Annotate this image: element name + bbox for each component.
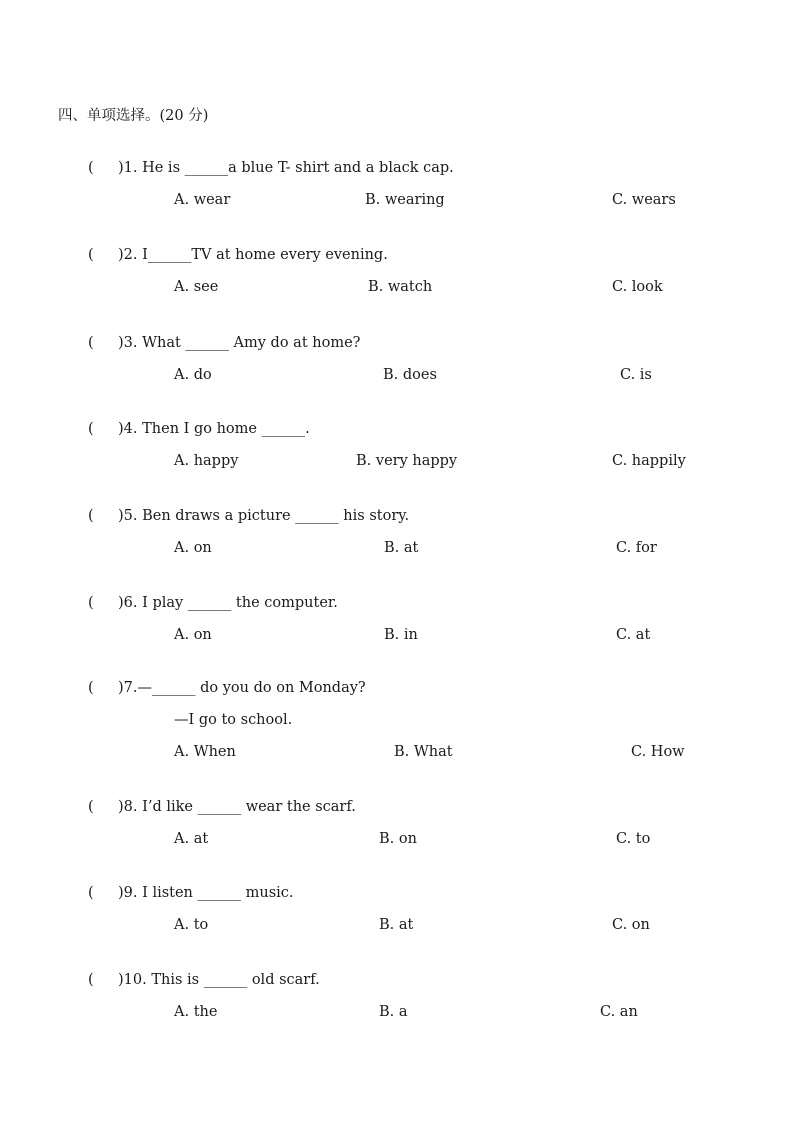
option-c[interactable]: C. happily: [612, 453, 686, 469]
option-b[interactable]: B. What: [394, 744, 453, 760]
answer-paren[interactable]: (: [88, 508, 94, 524]
answer-paren[interactable]: (: [88, 160, 94, 176]
answer-paren[interactable]: (: [88, 421, 94, 437]
question-stem: [88, 885, 294, 901]
question-text: )7.—______ do you do on Monday?: [118, 680, 366, 696]
option-c[interactable]: C. is: [620, 367, 652, 383]
option-a[interactable]: A. the: [174, 1004, 218, 1020]
option-b[interactable]: B. wearing: [365, 192, 445, 208]
question-text: )3. What ______ Amy do at home?: [118, 335, 361, 351]
option-a[interactable]: A. happy: [174, 453, 239, 469]
option-c[interactable]: C. at: [616, 627, 651, 643]
question-text: )8. I’d like ______ wear the scarf.: [118, 799, 356, 815]
answer-paren[interactable]: (: [88, 335, 94, 351]
option-c[interactable]: C. How: [631, 744, 685, 760]
answer-paren[interactable]: (: [88, 799, 94, 815]
option-a[interactable]: A. see: [174, 279, 219, 295]
question-text: )5. Ben draws a picture ______ his story.: [118, 508, 410, 524]
option-b[interactable]: B. in: [384, 627, 418, 643]
question-text: )10. This is ______ old scarf.: [118, 972, 320, 988]
question-text: )2. I______TV at home every evening.: [118, 247, 388, 263]
option-c[interactable]: C. an: [600, 1004, 638, 1020]
option-a[interactable]: A. at: [174, 831, 209, 847]
question-stem: [88, 799, 356, 815]
option-b[interactable]: B. at: [384, 540, 419, 556]
question-text: )9. I listen ______ music.: [118, 885, 294, 901]
option-b[interactable]: B. watch: [368, 279, 433, 295]
option-b[interactable]: B. a: [379, 1004, 408, 1020]
question-stem: [88, 335, 360, 351]
answer-paren[interactable]: (: [88, 885, 94, 901]
answer-paren[interactable]: (: [88, 972, 94, 988]
option-c[interactable]: C. look: [612, 279, 663, 295]
option-a[interactable]: A. do: [174, 367, 212, 383]
question-text: )4. Then I go home ______.: [118, 421, 310, 437]
option-b[interactable]: B. does: [383, 367, 437, 383]
section-title: 四、单项选择。(20 分): [58, 108, 209, 124]
dialogue-answer-line: —I go to school.: [174, 712, 293, 728]
question-text: )6. I play ______ the computer.: [118, 595, 338, 611]
question-stem: [88, 680, 366, 696]
answer-paren[interactable]: (: [88, 247, 94, 263]
question-stem: [88, 508, 409, 524]
option-b[interactable]: B. at: [379, 917, 414, 933]
question-stem: [88, 595, 338, 611]
question-text: )1. He is ______a blue T- shirt and a black cap.: [118, 160, 454, 176]
question-stem: [88, 247, 388, 263]
option-a[interactable]: A. wear: [174, 192, 231, 208]
option-b[interactable]: B. on: [379, 831, 417, 847]
question-stem: [88, 421, 310, 437]
option-a[interactable]: A. on: [174, 540, 212, 556]
option-a[interactable]: A. to: [174, 917, 209, 933]
answer-paren[interactable]: (: [88, 595, 94, 611]
question-stem: [88, 160, 454, 176]
option-b[interactable]: B. very happy: [356, 453, 458, 469]
option-a[interactable]: A. on: [174, 627, 212, 643]
option-c[interactable]: C. for: [616, 540, 657, 556]
option-c[interactable]: C. wears: [612, 192, 676, 208]
answer-paren[interactable]: (: [88, 680, 94, 696]
option-a[interactable]: A. When: [174, 744, 236, 760]
option-c[interactable]: C. to: [616, 831, 651, 847]
option-c[interactable]: C. on: [612, 917, 650, 933]
question-stem: [88, 972, 320, 988]
